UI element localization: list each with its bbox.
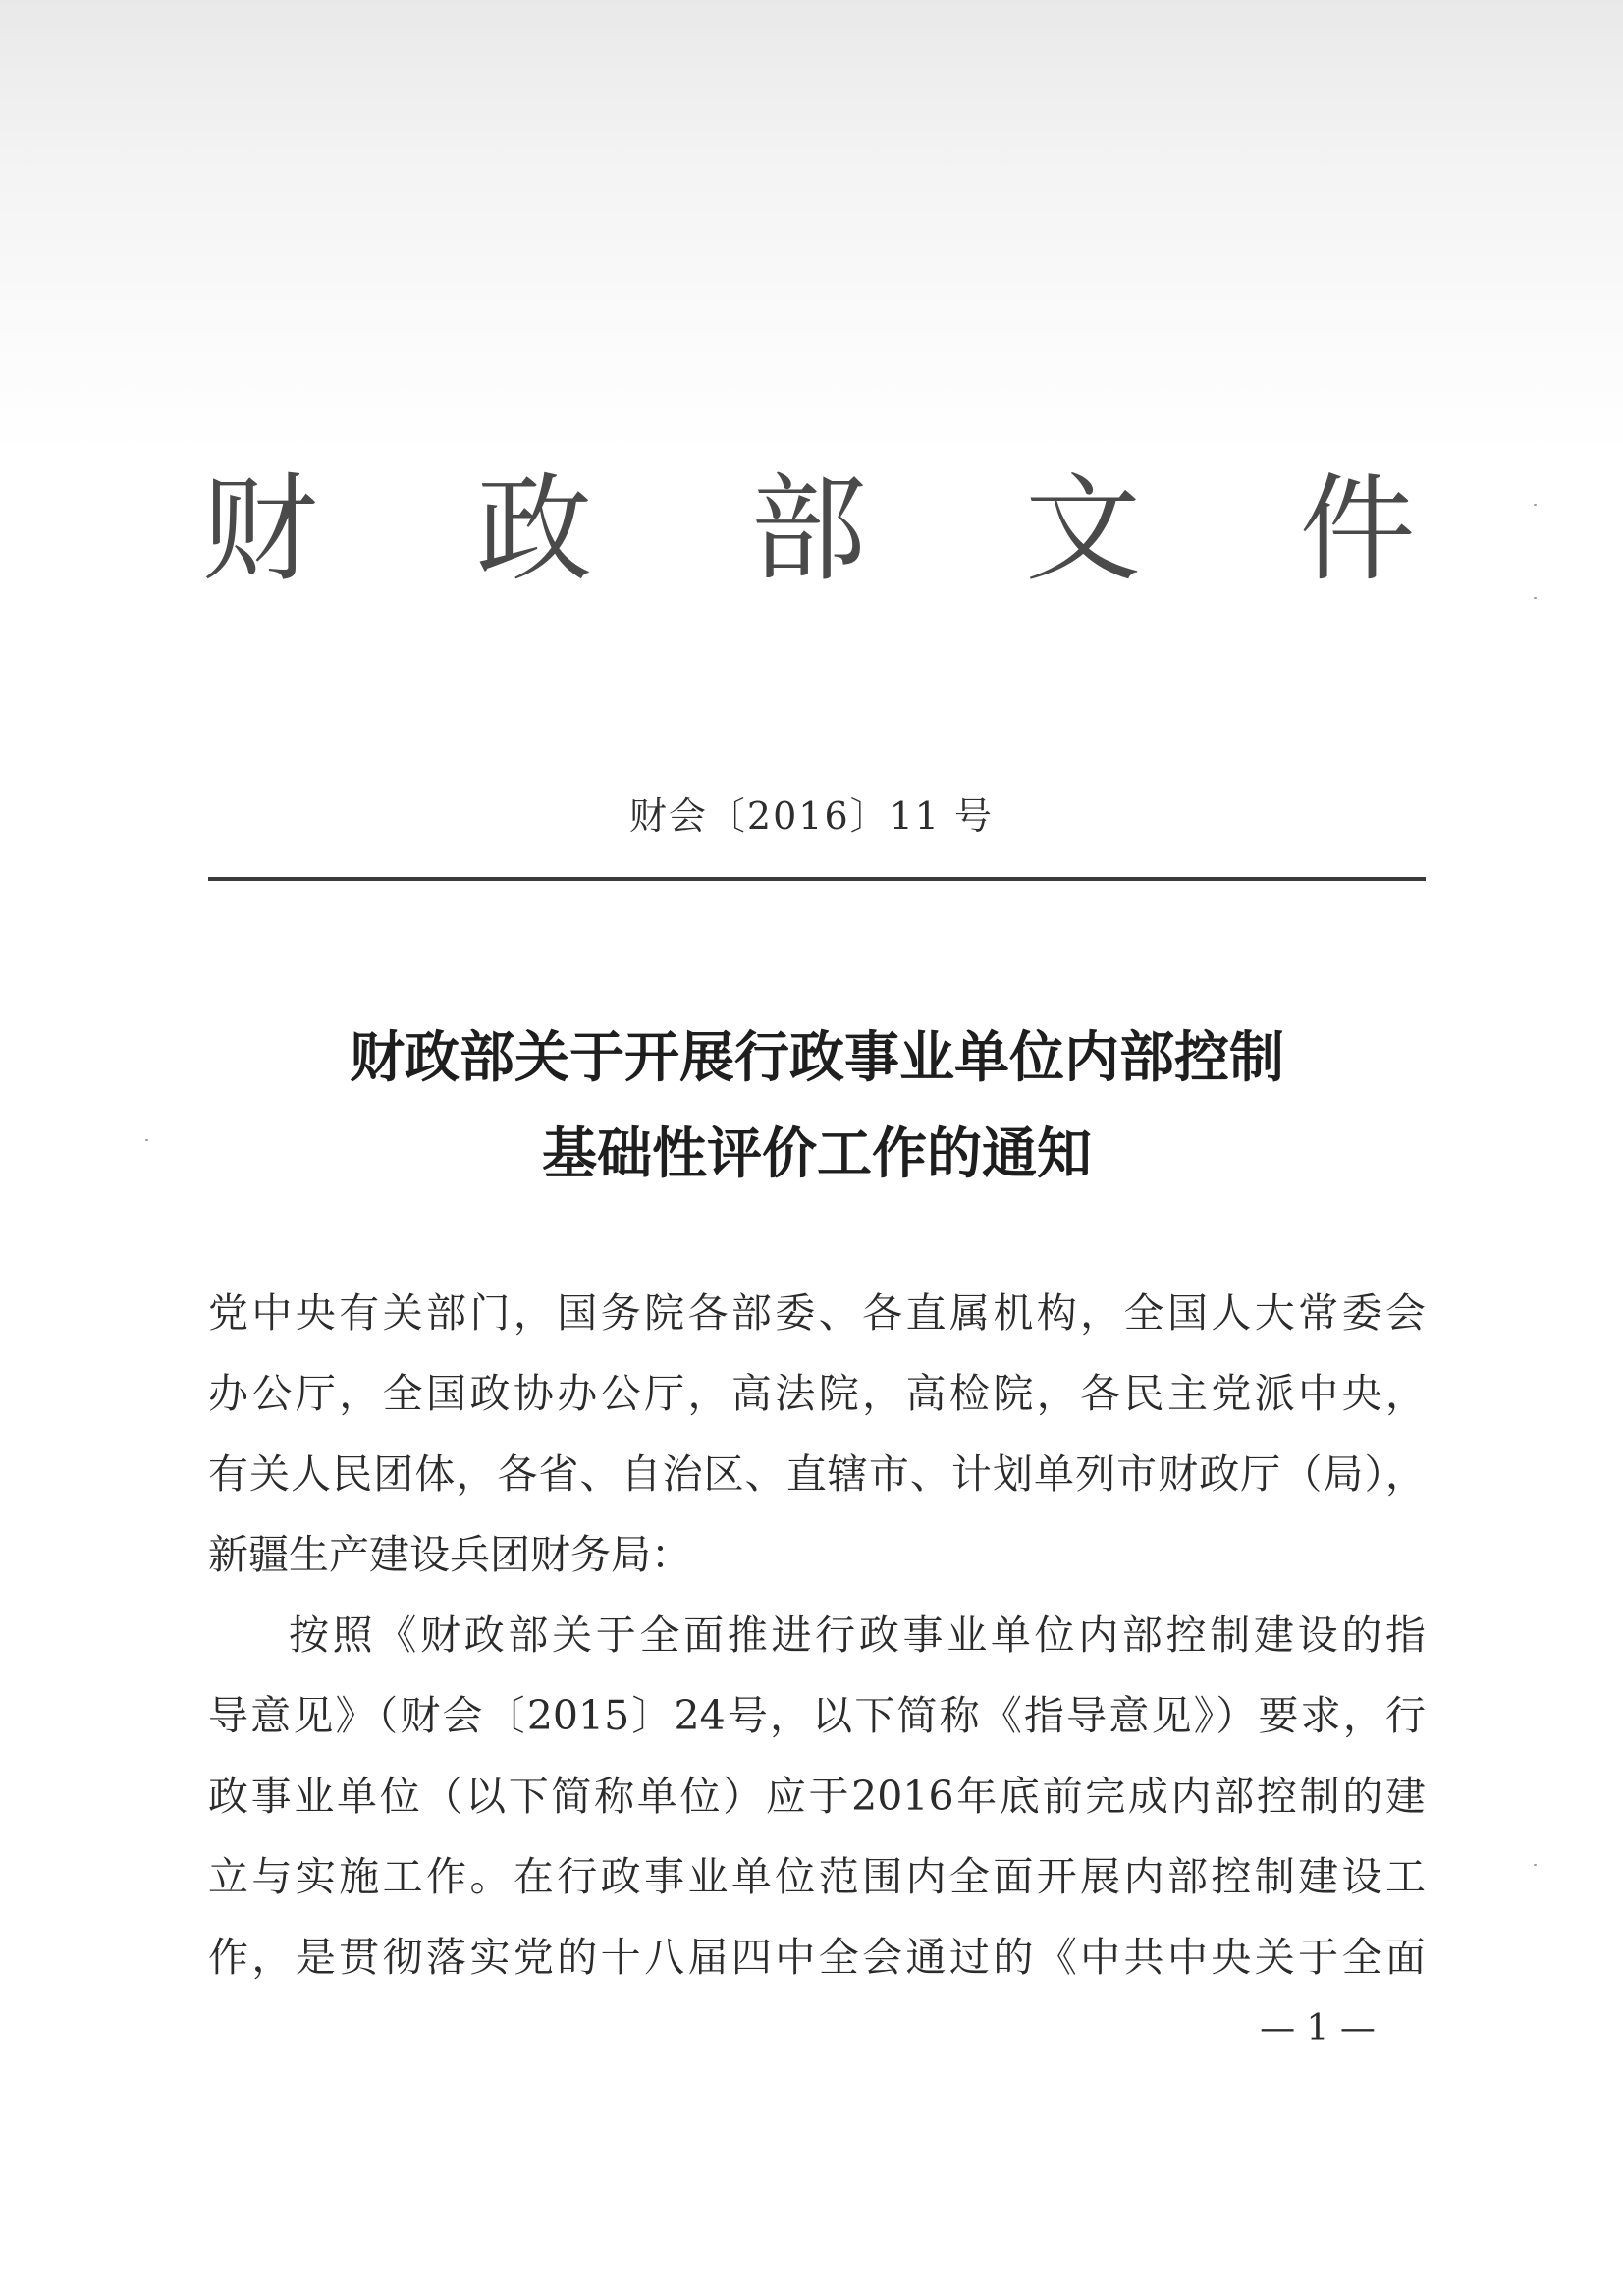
addressee-line: 新疆生产建设兵团财务局：	[208, 1531, 691, 1578]
scan-speck	[145, 1139, 148, 1141]
issuer-title: 财 政 部 文 件	[201, 462, 1477, 597]
addressee-line: 办公厅，全国政协办公厅，高法院，高检院，各民主党派中央，	[208, 1370, 1426, 1417]
page-number: — 1 —	[1260, 2008, 1376, 2049]
paragraph-line: 导意见》（财会〔2015〕24号，以下简称《指导意见》）要求，行	[208, 1692, 1426, 1739]
paragraph-line: 政事业单位（以下简称单位）应于2016年底前完成内部控制的建	[208, 1773, 1426, 1820]
scan-speck	[1534, 1864, 1537, 1866]
document-number: 财会〔2016〕11 号	[628, 794, 995, 838]
addressee-line: 有关人民团体，各省、自治区、直辖市、计划单列市财政厅（局），	[208, 1450, 1426, 1498]
notice-title	[208, 1010, 1426, 1202]
paragraph-line: 作，是贯彻落实党的十八届四中全会通过的《中共中央关于全面	[208, 1934, 1426, 1981]
notice-body	[208, 1273, 1426, 1997]
scan-speck	[1534, 597, 1537, 599]
addressee-line: 党中央有关部门，国务院各部委、各直属机构，全国人大常委会	[208, 1289, 1426, 1337]
addressee-block	[208, 1273, 1426, 1595]
paragraph-1	[208, 1595, 1426, 1997]
paragraph-line: 按照《财政部关于全面推进行政事业单位内部控制建设的指	[289, 1612, 1426, 1659]
notice-title-line-1: 财政部关于开展行政事业单位内部控制	[350, 1025, 1284, 1090]
header-divider	[208, 877, 1426, 881]
paragraph-line: 立与实施工作。在行政事业单位范围内全面开展内部控制建设工	[208, 1853, 1426, 1900]
notice-title-line-2: 基础性评价工作的通知	[542, 1121, 1092, 1186]
